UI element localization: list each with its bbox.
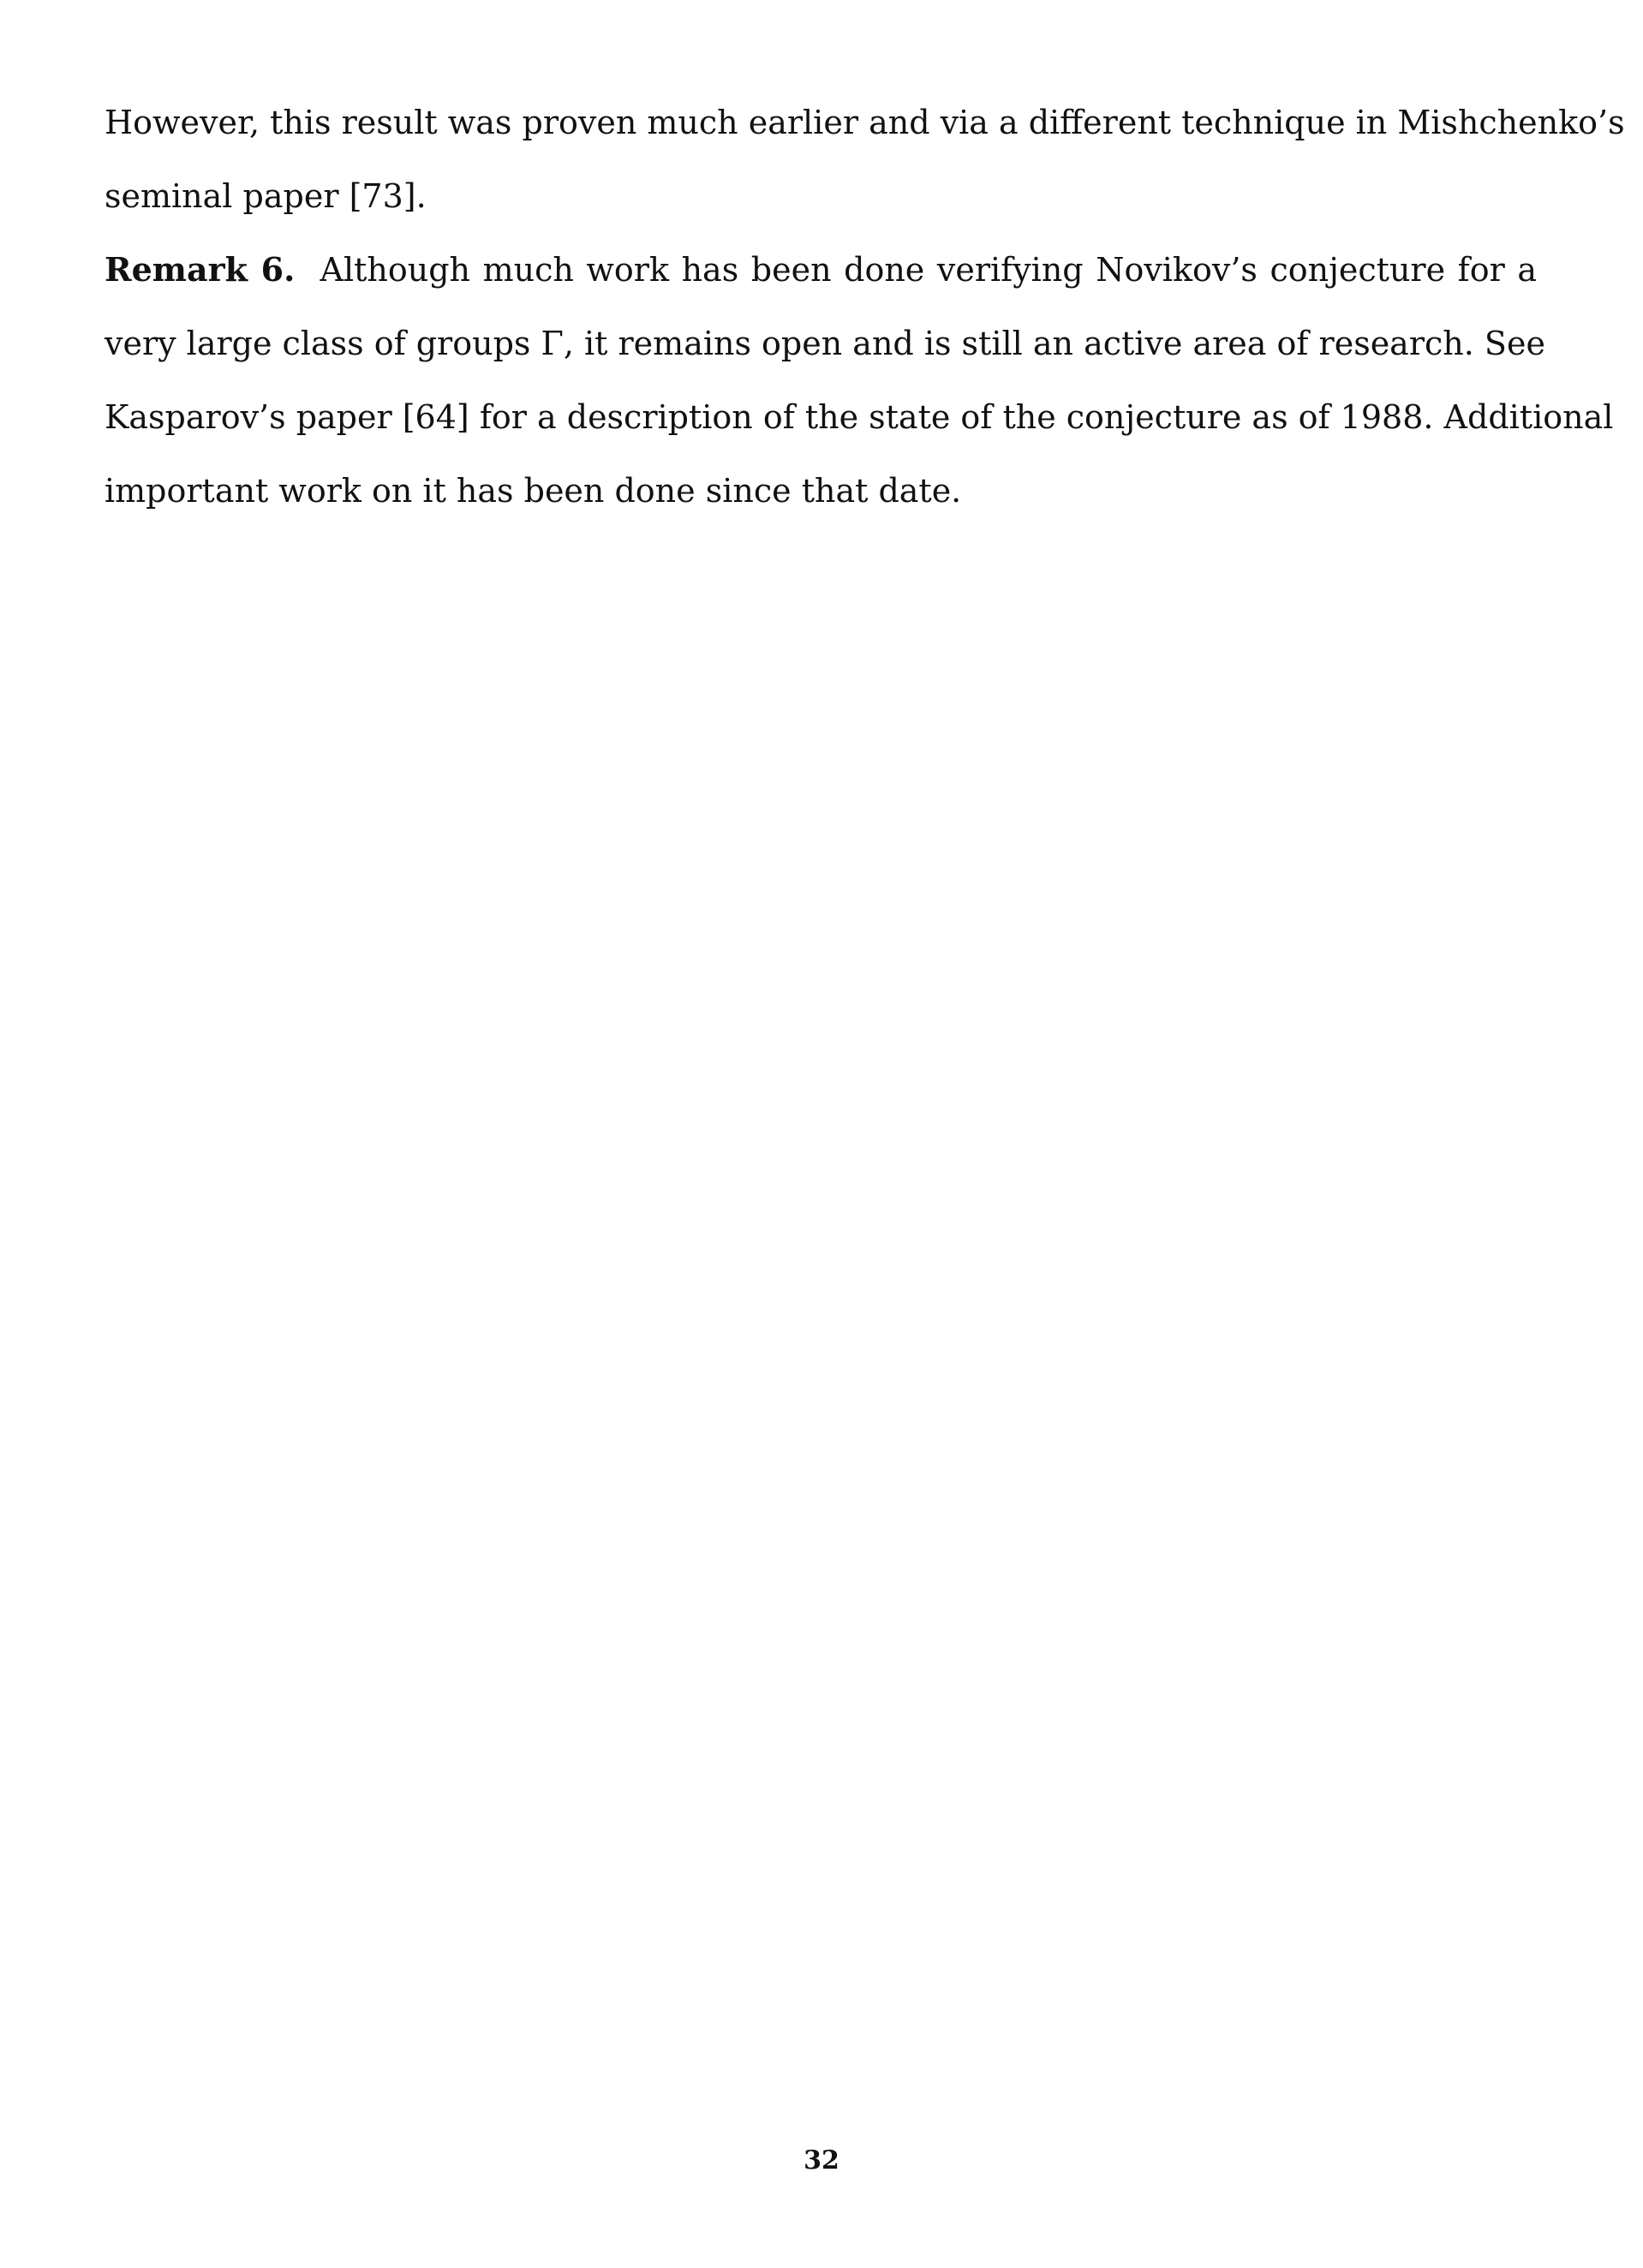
- paragraph-line: seminal paper [73].: [105, 177, 427, 215]
- remark-text: Although much work has been done verifying Novikov’s conjecture for a: [320, 251, 1537, 289]
- remark-line: [105, 233, 1537, 307]
- remark-line: important work on it has been done since that date.: [105, 472, 962, 510]
- page-number: 32: [804, 2146, 839, 2175]
- remark-label: Remark 6.: [105, 250, 296, 289]
- body-text: [105, 86, 1625, 528]
- remark-line: very large class of groups Γ, it remains open and is still an active area of research. See: [105, 325, 1545, 362]
- remark-line: Kasparov’s paper [64] for a description of the state of the conjecture as of 1988. Additional: [105, 398, 1614, 436]
- paragraph-line: However, this result was proven much earlier and via a different technique in Mishchenko’s: [105, 104, 1625, 141]
